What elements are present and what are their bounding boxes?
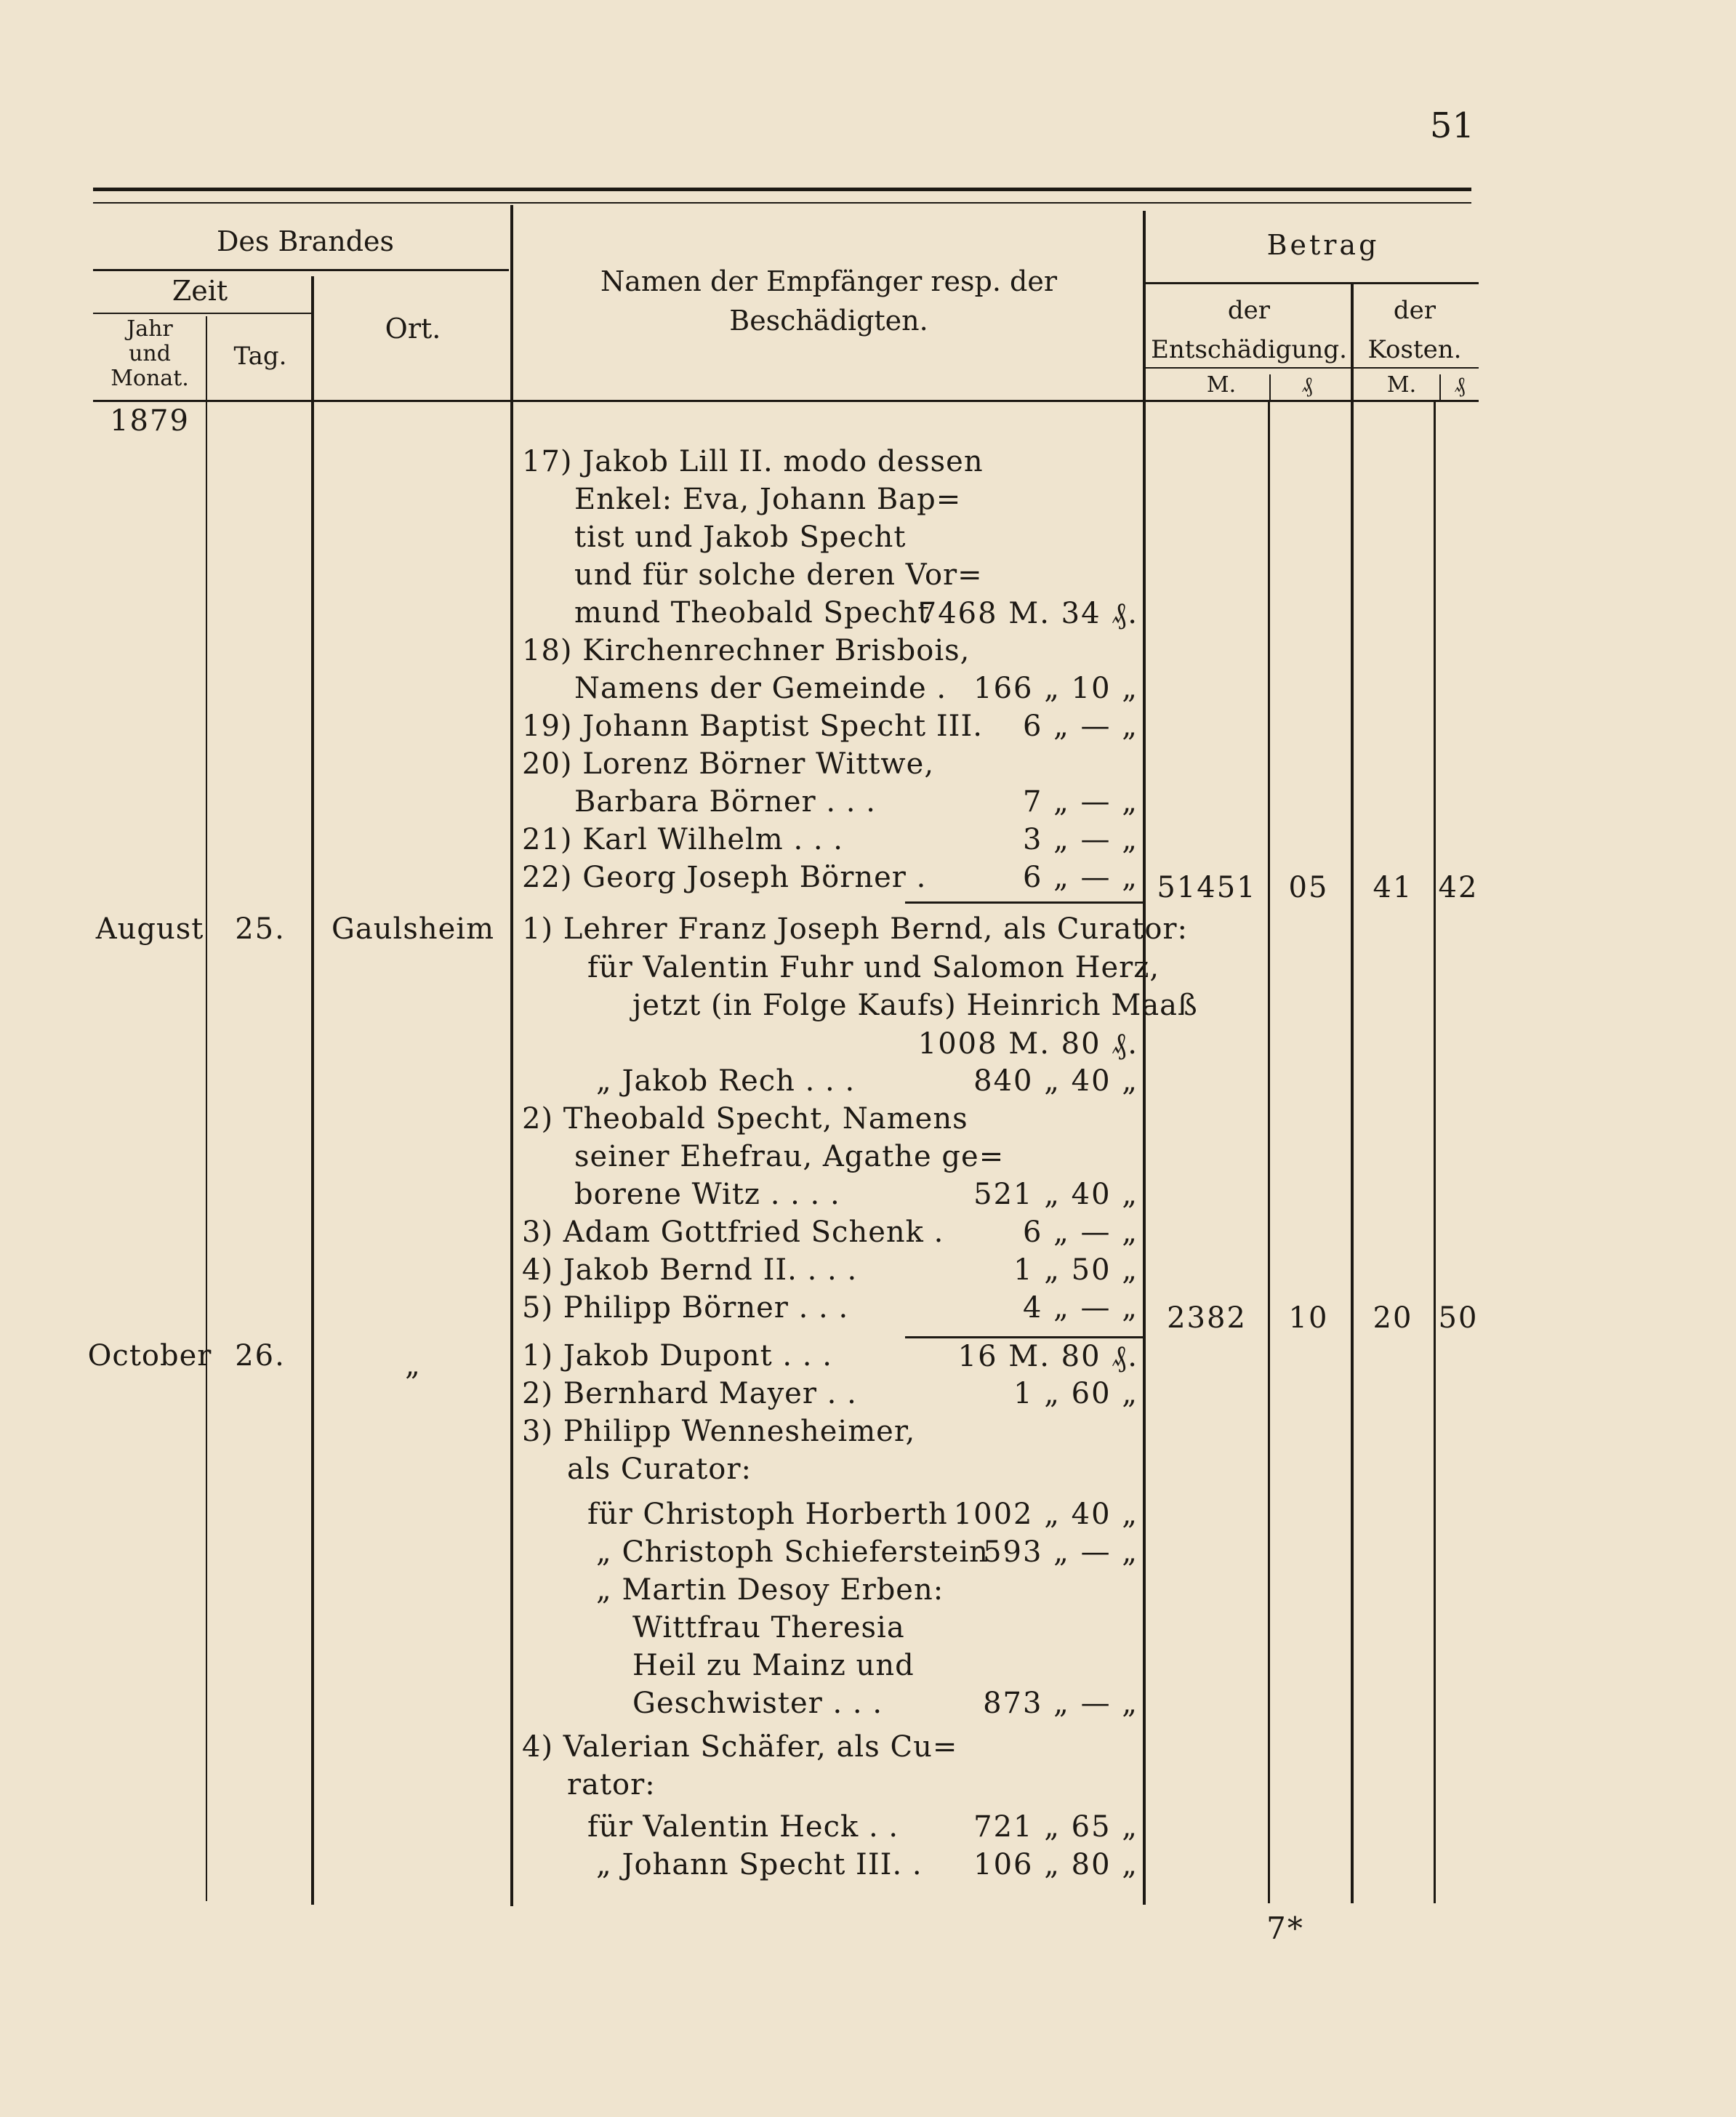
date-place-ditto: „ [405,1349,421,1382]
header-kos-line-2: Kosten. [1367,335,1462,364]
rule-under-betrag [1146,282,1479,284]
total-kos-pf: 50 [1438,1301,1479,1335]
entry-line: Enkel: Eva, Johann Bap= [574,483,962,516]
header-jahr-line-2: und [129,341,171,366]
entry-line: „ Christoph Schieferstein [596,1535,989,1569]
entry-line: 22) Georg Joseph Börner . [522,861,927,894]
group-sum-rule-2 [905,1336,1145,1338]
entry-line: rator: [567,1768,656,1801]
total-kos-mark: 20 [1373,1301,1413,1335]
entry-line: seiner Ehefrau, Agathe ge= [574,1140,1005,1173]
col-line-namen [1143,211,1146,1905]
entry-line: 18) Kirchenrechner Brisbois, [522,634,971,667]
entry-line: 3) Adam Gottfried Schenk . [522,1216,944,1249]
entry-line: 1) Jakob Dupont . . . [522,1339,832,1373]
header-namen-line-2: Beschädigten. [729,305,928,337]
entry-line: 1) Lehrer Franz Joseph Bernd, als Curator: [522,912,1189,946]
top-rule-thick [93,188,1471,191]
entry-line: mund Theobald Specht [574,596,931,630]
total-ent-pf: 05 [1288,871,1329,904]
header-ent-line-1: der [1227,296,1271,325]
unit-divider-2 [1439,374,1441,402]
total-ent-pf: 10 [1288,1301,1329,1335]
entry-amount: 166 „ 10 „ [973,672,1138,705]
top-rule-thin [93,202,1471,204]
entry-amount: 6 „ — „ [1022,710,1138,743]
entry-amount: 1 „ 50 „ [1013,1253,1138,1287]
col-line-ent-pf [1268,402,1270,1903]
footer-signature-mark: 7* [1266,1911,1304,1946]
header-jahr-line-1: Jahr [126,316,173,342]
entry-line: 2) Theobald Specht, Namens [522,1102,968,1136]
entry-line: 4) Jakob Bernd II. . . . [522,1253,858,1287]
date-month-august: August [95,912,204,946]
entry-line: als Curator: [567,1453,752,1486]
header-ent-line-2: Entschädigung. [1151,335,1347,364]
unit-kos-mark: M. [1386,372,1417,398]
entry-line: 3) Philipp Wennesheimer, [522,1415,916,1448]
header-ort: Ort. [385,313,441,345]
rule-under-des-brandes [93,269,509,271]
header-tag: Tag. [233,342,287,371]
entry-amount: 1008 M. 80 ₰. [917,1027,1138,1061]
entry-amount: 16 M. 80 ₰. [957,1340,1138,1373]
entry-line: 20) Lorenz Börner Wittwe, [522,747,935,781]
total-kos-pf: 42 [1438,871,1479,904]
entry-line: 19) Johann Baptist Specht III. [522,710,983,743]
entry-amount: 721 „ 65 „ [973,1810,1138,1844]
total-kos-mark: 41 [1373,871,1413,904]
total-ent-mark: 51451 [1157,871,1257,904]
entry-line: borene Witz . . . . [574,1178,840,1211]
entry-line: „ Johann Specht III. . [596,1848,923,1881]
entry-line: 2) Bernhard Mayer . . [522,1377,857,1410]
header-kos-line-1: der [1393,296,1436,325]
entry-amount: 7 „ — „ [1022,785,1138,819]
entry-line: Heil zu Mainz und [632,1649,915,1682]
entry-line: tist und Jakob Specht [574,521,907,554]
entry-line: Wittfrau Theresia [632,1611,905,1644]
entry-line: 17) Jakob Lill II. modo dessen [522,445,984,478]
entry-amount: 7468 M. 34 ₰. [917,597,1138,630]
entry-line: für Valentin Heck . . [587,1810,899,1844]
entry-amount: 6 „ — „ [1022,1216,1138,1249]
year-label: 1879 [110,404,190,438]
date-day-25: 25. [235,912,286,946]
entry-line: 5) Philipp Börner . . . [522,1291,849,1325]
col-line-tag [311,276,314,1905]
date-month-october: October [87,1339,212,1373]
header-namen [509,262,1149,340]
col-line-kos-pf [1434,402,1436,1903]
unit-ent-mark: M. [1206,372,1237,398]
entry-line: Namens der Gemeinde . [574,672,947,705]
entry-amount: 593 „ — „ [983,1535,1138,1569]
entry-line: und für solche deren Vor= [574,558,983,592]
entry-line: Barbara Börner . . . [574,785,876,819]
header-jahr-line-3: Monat. [110,366,189,391]
entry-amount: 1002 „ 40 „ [953,1498,1138,1531]
header-zeit: Zeit [172,275,228,307]
entry-line: Geschwister . . . [632,1687,883,1720]
entry-line: jetzt (in Folge Kaufs) Heinrich Maaß [632,989,1198,1022]
entry-line: „ Martin Desoy Erben: [596,1573,944,1607]
total-ent-mark: 2382 [1167,1301,1247,1335]
entry-amount: 106 „ 80 „ [973,1848,1138,1881]
entry-line: 21) Karl Wilhelm . . . [522,823,844,856]
header-des-brandes: Des Brandes [216,225,395,257]
header-entschaedigung [1149,291,1349,369]
entry-line: für Valentin Fuhr und Salomon Herz, [587,951,1160,984]
col-line-ort [510,205,513,1906]
unit-ent-pf: ₰ [1301,372,1313,398]
group-sum-rule-1 [905,901,1145,904]
date-day-26: 26. [235,1339,286,1373]
rule-above-units [1146,367,1479,369]
entry-amount: 840 „ 40 „ [973,1064,1138,1098]
unit-divider-1 [1269,374,1271,402]
col-line-monat [206,316,207,1901]
col-line-ent [1351,284,1354,1903]
entry-amount: 3 „ — „ [1022,823,1138,856]
header-kosten [1354,291,1476,369]
entry-amount: 4 „ — „ [1022,1291,1138,1325]
entry-amount: 6 „ — „ [1022,861,1138,894]
entry-amount: 521 „ 40 „ [973,1178,1138,1211]
date-place-gaulsheim: Gaulsheim [331,912,495,946]
header-bottom-rule [93,400,1479,402]
entry-amount: 873 „ — „ [983,1687,1138,1720]
header-betrag: Betrag [1266,229,1380,261]
entry-line: für Christoph Horberth . [587,1498,968,1531]
rule-under-zeit [93,313,311,314]
entry-line: 4) Valerian Schäfer, als Cu= [522,1730,958,1764]
header-jahr-und-monat [96,317,204,391]
page-number: 51 [1429,105,1474,146]
unit-kos-pf: ₰ [1454,372,1466,398]
header-namen-line-1: Namen der Empfänger resp. der [600,265,1057,297]
entry-amount: 1 „ 60 „ [1013,1377,1138,1410]
entry-line: „ Jakob Rech . . . [596,1064,856,1098]
